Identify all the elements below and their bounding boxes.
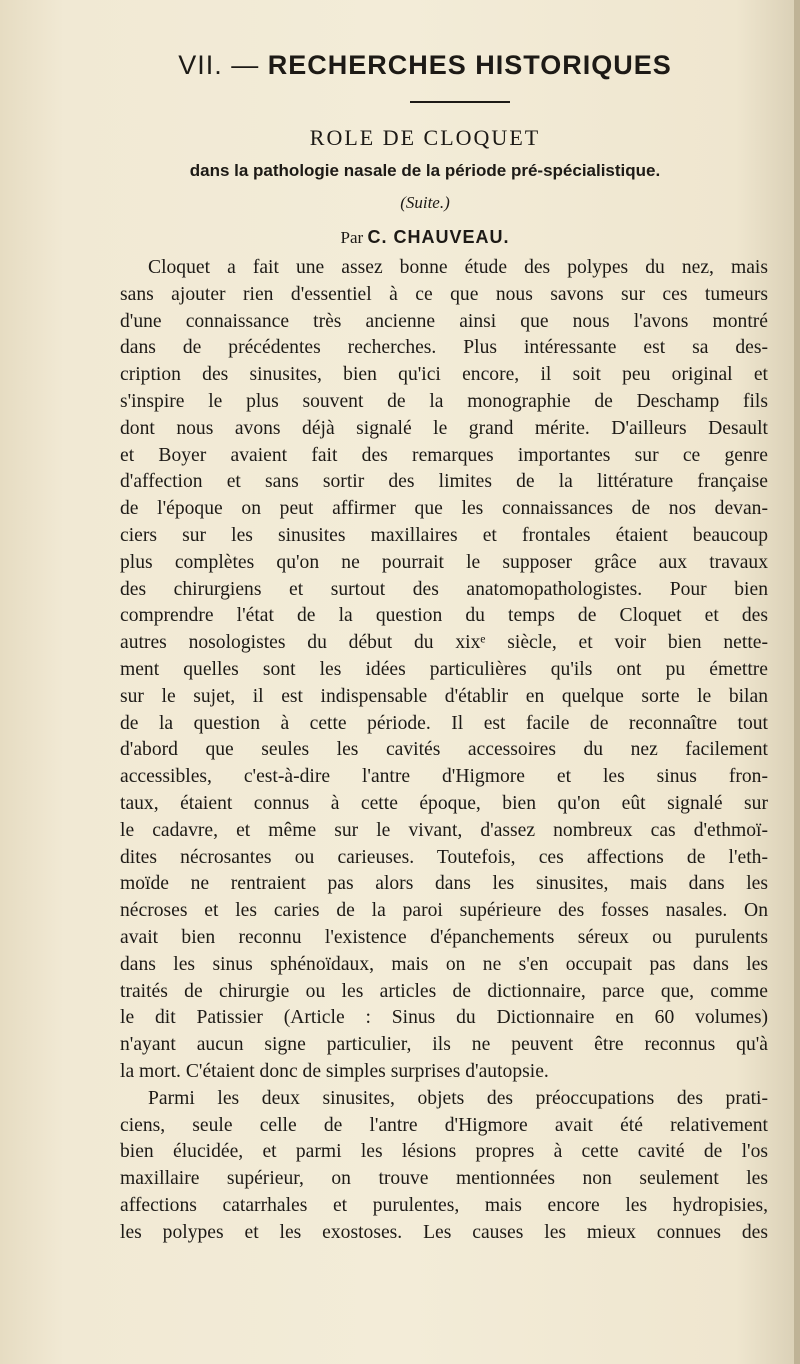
text-line: sans ajouter rien d'essentiel à ce que nous savons sur ces tumeurs [120, 283, 768, 305]
article-title: ROLE DE CLOQUET [309, 125, 541, 150]
text-line: autres nosologistes du début du xixᵉ siècle, et voir bien nette- [120, 632, 768, 654]
text-line: de l'époque on peut affirmer que les connaissances de nos devan- [120, 498, 768, 520]
text-line: ciers sur les sinusites maxillaires et frontales étaient beaucoup [120, 524, 768, 546]
text-line: taux, étaient connus à cette époque, bien qu'on eût signalé sur [120, 792, 768, 814]
text-line: sur le sujet, il est indispensable d'établir en quelque sorte le bilan [120, 685, 768, 707]
section-title: RECHERCHES HISTORIQUES [267, 50, 672, 80]
text-line: moïde ne rentraient pas alors dans les sinusites, mais dans les [120, 873, 768, 895]
author-line [0, 227, 800, 248]
article-subtitle: dans la pathologie nasale de la période pré-spécialistique. [189, 161, 661, 180]
author-name: C. CHAUVEAU. [367, 227, 510, 247]
continuation-note: (Suite.) [400, 193, 450, 212]
text-line: dans de précédentes recherches. Plus intéressante est sa des- [120, 337, 768, 359]
text-line: d'une connaissance très ancienne ainsi que nous l'avons montré [120, 310, 768, 332]
text-line: accessibles, c'est-à-dire l'antre d'Higmore et les sinus fron- [120, 766, 768, 788]
text-line: d'affection et sans sortir des limites de la littérature française [120, 471, 768, 493]
article-header [0, 50, 800, 248]
text-line: avait bien reconnu l'existence d'épanchements séreux ou purulents [120, 926, 768, 948]
text-line: affections catarrhales et purulentes, mais encore les hydropisies, [120, 1194, 768, 1216]
article-body [120, 255, 768, 1246]
text-line: la mort. C'étaient donc de simples surprises d'autopsie. [120, 1060, 549, 1082]
text-line: le cadavre, et même sur le vivant, d'assez nombreux cas d'ethmoï- [120, 819, 768, 841]
text-line: de la question à cette période. Il est facile de reconnaître tout [120, 712, 768, 734]
text-line: le dit Patissier (Article : Sinus du Dictionnaire en 60 volumes) [120, 1007, 768, 1029]
text-line: d'abord que seules les cavités accessoires du nez facilement [120, 739, 768, 761]
text-line: bien élucidée, et parmi les lésions propres à cette cavité de l'os [120, 1141, 768, 1163]
text-line: des chirurgiens et surtout des anatomopathologistes. Pour bien [120, 578, 768, 600]
text-line: traités de chirurgie ou les articles de dictionnaire, parce que, comme [120, 980, 768, 1002]
section-number: VII. — [178, 50, 260, 80]
text-line: ciens, seule celle de l'antre d'Higmore avait été relativement [120, 1114, 768, 1136]
text-line: Cloquet a fait une assez bonne étude des polypes du nez, mais [148, 257, 768, 278]
text-line: cription des sinusites, bien qu'ici encore, il soit peu original et [120, 364, 768, 386]
text-line: les polypes et les exostoses. Les causes les mieux connues des [120, 1221, 768, 1243]
section-heading [0, 50, 800, 81]
text-line: et Boyer avaient fait des remarques importantes sur ce genre [120, 444, 768, 466]
text-line: s'inspire le plus souvent de la monographie de Deschamp fils [120, 390, 768, 412]
title-rule [410, 101, 510, 103]
text-line: n'ayant aucun signe particulier, ils ne peuvent être reconnus qu'à [120, 1034, 768, 1056]
text-line: plus complètes qu'on ne pourrait le supposer grâce aux travaux [120, 551, 768, 573]
text-line: comprendre l'état de la question du temps de Cloquet et des [120, 605, 768, 627]
author-prefix: Par [340, 228, 364, 247]
text-line: maxillaire supérieur, on trouve mentionnées non seulement les [120, 1168, 768, 1190]
text-line: dans les sinus sphénoïdaux, mais on ne s'en occupait pas dans les [120, 953, 768, 975]
text-line: dont nous avons déjà signalé le grand mérite. D'ailleurs Desault [120, 417, 768, 439]
text-line: Parmi les deux sinusites, objets des préoccupations des prati- [148, 1087, 768, 1109]
text-line: ment quelles sont les idées particulières qu'ils ont pu émettre [120, 658, 768, 680]
text-line: nécroses et les caries de la paroi supérieure des fosses nasales. On [120, 900, 768, 922]
text-line: dites nécrosantes ou carieuses. Toutefois, ces affections de l'eth- [120, 846, 768, 868]
